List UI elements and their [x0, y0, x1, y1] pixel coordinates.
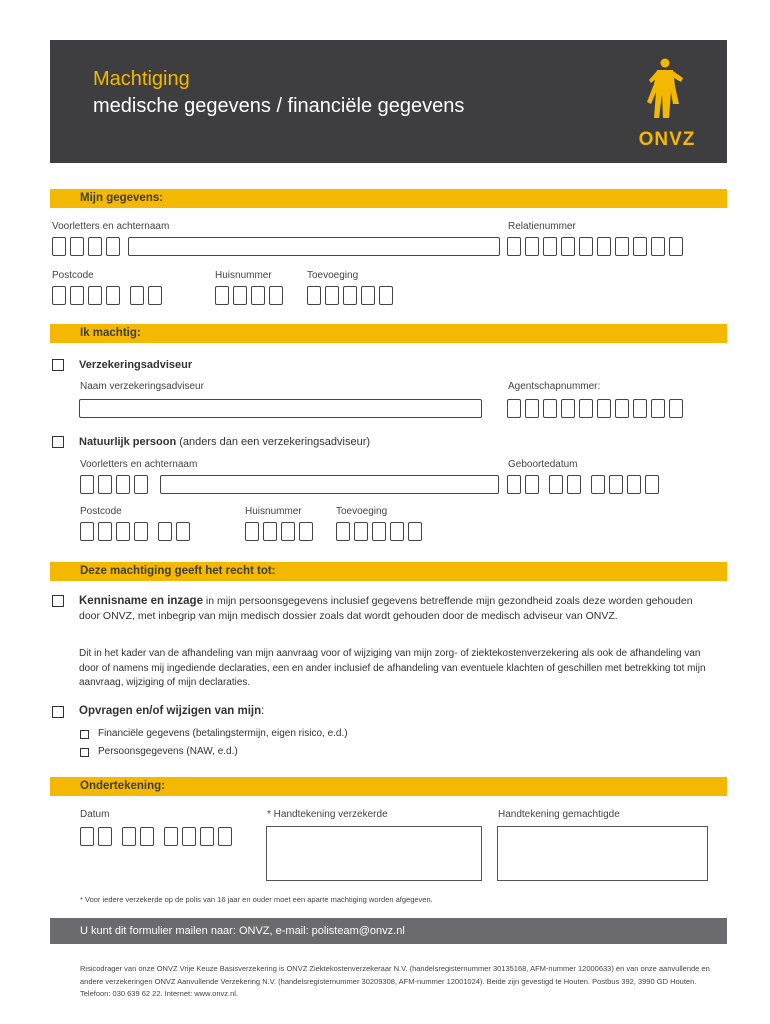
name-label: Voorletters en achternaam [52, 221, 170, 232]
section-ondertekening [50, 777, 727, 796]
section-mijn-gegevens [50, 189, 727, 208]
figure-icon [627, 56, 707, 126]
name-input[interactable] [128, 237, 500, 256]
initials-boxes[interactable] [52, 237, 124, 256]
agency-digit-box[interactable] [507, 399, 521, 418]
addition-box[interactable] [354, 522, 368, 541]
housenr-box[interactable] [281, 522, 295, 541]
digit-box[interactable] [579, 237, 593, 256]
housenr-box[interactable] [269, 286, 283, 305]
agency-digit-box[interactable] [651, 399, 665, 418]
section-title: Ik machtig: [80, 327, 141, 339]
agency-digit-box[interactable] [543, 399, 557, 418]
form-subtitle: medische gegevens / financiële gegevens [93, 95, 465, 117]
advisor-option-label: Verzekeringsadviseur [79, 359, 193, 371]
postcode-digit-box[interactable] [88, 286, 102, 305]
agency-digit-box[interactable] [615, 399, 629, 418]
postcode-letter-box[interactable] [148, 286, 162, 305]
initial-box[interactable] [106, 237, 120, 256]
financial-checkbox[interactable] [80, 730, 89, 739]
section-title: Mijn gegevens: [80, 192, 164, 204]
initial-box[interactable] [88, 237, 102, 256]
initial-box[interactable] [52, 237, 66, 256]
advisor-name-label: Naam verzekeringsadviseur [80, 381, 204, 392]
inspection-paragraph: Dit in het kader van de afhandeling van mijn aanvraag voor of wijziging van mijn zorg- of ziektekostenverzekering als ook de afhandeling van door of namens mij ingediende declaraties, een en ander inclusief de afhandeling van eventuele klachten of geschillen met betrekking tot mijn aanvraag, wijziging of mijn declaraties. [79, 648, 706, 688]
person-postcode-label: Postcode [80, 506, 122, 517]
month-box[interactable] [549, 475, 563, 494]
day-box[interactable] [98, 827, 112, 846]
agency-digit-box[interactable] [633, 399, 647, 418]
header-banner [50, 40, 727, 163]
year-box[interactable] [609, 475, 623, 494]
postcode-boxes[interactable] [52, 286, 166, 305]
financial-option-label: Financiële gegevens (betalingstermijn, eigen risico, e.d.) [98, 728, 348, 739]
housenr-label: Huisnummer [215, 270, 272, 281]
year-box[interactable] [182, 827, 196, 846]
digit-box[interactable] [615, 237, 629, 256]
year-box[interactable] [218, 827, 232, 846]
postcode-letter-box[interactable] [158, 522, 172, 541]
digit-box[interactable] [525, 237, 539, 256]
inspection-text: Kennisname en inzage in mijn persoonsgegevens inclusief gegevens betreffende mijn gezondheid zoals deze worden gehouden door ONVZ, met inbegrip van mijn medisch dossier zoals dat wordt gehouden door de medisch adviseur van ONVZ. [79, 595, 693, 622]
housenr-box[interactable] [299, 522, 313, 541]
initial-box[interactable] [98, 475, 112, 494]
person-name-label: Voorletters en achternaam [80, 459, 198, 470]
modify-option-label: Opvragen en/of wijzigen van mijn: [79, 705, 265, 717]
birth-label: Geboortedatum [508, 459, 578, 470]
logo-word: ONVZ [638, 129, 696, 150]
postcode-digit-box[interactable] [116, 522, 130, 541]
mail-bar [50, 918, 727, 944]
legal-footer: Risicodrager van onze ONVZ Vrije Keuze Basisverzekering is ONVZ Ziektekostenverzekeraar N.V. (handelsregisternummer 30135168, AFM-nummer 12000633) en van onze aanvullende en andere verzekeringen ONVZ Aanvullende Verzekering N.V. (handelsregisternummer 30209308, AFM-nummer 12001024). Beide zijn gevestigd te Houten. Postbus 392, 3990 GD Houten. Telefoon: 030 639 62 22. Internet: www.onvz.nl. [80, 964, 710, 998]
section-title: Deze machtiging geeft het recht tot: [80, 565, 276, 577]
postcode-digit-box[interactable] [70, 286, 84, 305]
housenr-box[interactable] [215, 286, 229, 305]
year-box[interactable] [200, 827, 214, 846]
year-box[interactable] [164, 827, 178, 846]
section-title: Ondertekening: [80, 780, 165, 792]
month-box[interactable] [122, 827, 136, 846]
day-box[interactable] [80, 827, 94, 846]
postcode-label: Postcode [52, 270, 94, 281]
signature-authorized-box[interactable] [497, 826, 708, 881]
person-checkbox[interactable] [52, 436, 64, 448]
addition-box[interactable] [307, 286, 321, 305]
addition-box[interactable] [336, 522, 350, 541]
signature-note: * Voor iedere verzekerde op de polis van 16 jaar en ouder moet een aparte machtiging worden afgegeven. [80, 895, 433, 904]
initial-box[interactable] [70, 237, 84, 256]
initial-box[interactable] [134, 475, 148, 494]
agency-label: Agentschapnummer: [508, 381, 601, 392]
addition-box[interactable] [343, 286, 357, 305]
sig-insured-label: * Handtekening verzekerde [267, 809, 388, 820]
person-name-input[interactable] [160, 475, 499, 494]
modify-checkbox[interactable] [52, 706, 64, 718]
sig-authorized-label: Handtekening gemachtigde [498, 809, 620, 820]
digit-box[interactable] [669, 237, 683, 256]
housenr-box[interactable] [263, 522, 277, 541]
agency-digit-box[interactable] [579, 399, 593, 418]
agency-number-boxes[interactable] [507, 399, 687, 418]
person-addition-boxes[interactable] [336, 522, 426, 541]
section-ik-machtig [50, 324, 727, 343]
addition-box[interactable] [408, 522, 422, 541]
digit-box[interactable] [633, 237, 647, 256]
person-initials-boxes[interactable] [80, 475, 152, 494]
relation-number-boxes[interactable] [507, 237, 687, 256]
digit-box[interactable] [561, 237, 575, 256]
digit-box[interactable] [543, 237, 557, 256]
month-box[interactable] [140, 827, 154, 846]
agency-digit-box[interactable] [561, 399, 575, 418]
postcode-letter-box[interactable] [176, 522, 190, 541]
housenr-boxes[interactable] [215, 286, 287, 305]
person-option-label: Natuurlijk persoon (anders dan een verzekeringsadviseur) [79, 436, 371, 448]
digit-box[interactable] [597, 237, 611, 256]
initial-box[interactable] [80, 475, 94, 494]
addition-box[interactable] [372, 522, 386, 541]
person-housenr-label: Huisnummer [245, 506, 302, 517]
housenr-box[interactable] [245, 522, 259, 541]
postcode-digit-box[interactable] [98, 522, 112, 541]
personal-option-label: Persoonsgegevens (NAW, e.d.) [98, 746, 238, 757]
postcode-letter-box[interactable] [130, 286, 144, 305]
housenr-box[interactable] [233, 286, 247, 305]
postcode-digit-box[interactable] [52, 286, 66, 305]
person-postcode-boxes[interactable] [80, 522, 194, 541]
month-box[interactable] [567, 475, 581, 494]
signature-insured-box[interactable] [266, 826, 482, 881]
day-box[interactable] [525, 475, 539, 494]
onvz-logo [627, 56, 707, 151]
mail-instruction: U kunt dit formulier mailen naar: ONVZ, e-mail: polisteam@onvz.nl [80, 925, 405, 937]
personal-checkbox[interactable] [80, 748, 89, 757]
birthdate-boxes[interactable] [507, 475, 663, 494]
person-housenr-boxes[interactable] [245, 522, 317, 541]
advisor-checkbox[interactable] [52, 359, 64, 371]
form-title: Machtiging [93, 68, 190, 90]
date-label: Datum [80, 809, 110, 820]
postcode-digit-box[interactable] [106, 286, 120, 305]
addition-box[interactable] [361, 286, 375, 305]
year-box[interactable] [591, 475, 605, 494]
sign-date-boxes[interactable] [80, 827, 236, 846]
postcode-digit-box[interactable] [80, 522, 94, 541]
section-rechten [50, 562, 727, 581]
person-addition-label: Toevoeging [336, 506, 388, 517]
year-box[interactable] [645, 475, 659, 494]
addition-box[interactable] [390, 522, 404, 541]
digit-box[interactable] [651, 237, 665, 256]
postcode-digit-box[interactable] [134, 522, 148, 541]
addition-label: Toevoeging [307, 270, 359, 281]
year-box[interactable] [627, 475, 641, 494]
addition-box[interactable] [325, 286, 339, 305]
advisor-name-input[interactable] [79, 399, 482, 418]
housenr-box[interactable] [251, 286, 265, 305]
agency-digit-box[interactable] [669, 399, 683, 418]
addition-box[interactable] [379, 286, 393, 305]
inspection-checkbox[interactable] [52, 595, 64, 607]
agency-digit-box[interactable] [597, 399, 611, 418]
initial-box[interactable] [116, 475, 130, 494]
digit-box[interactable] [507, 237, 521, 256]
agency-digit-box[interactable] [525, 399, 539, 418]
addition-boxes[interactable] [307, 286, 397, 305]
day-box[interactable] [507, 475, 521, 494]
relation-label: Relatienummer [508, 221, 576, 232]
